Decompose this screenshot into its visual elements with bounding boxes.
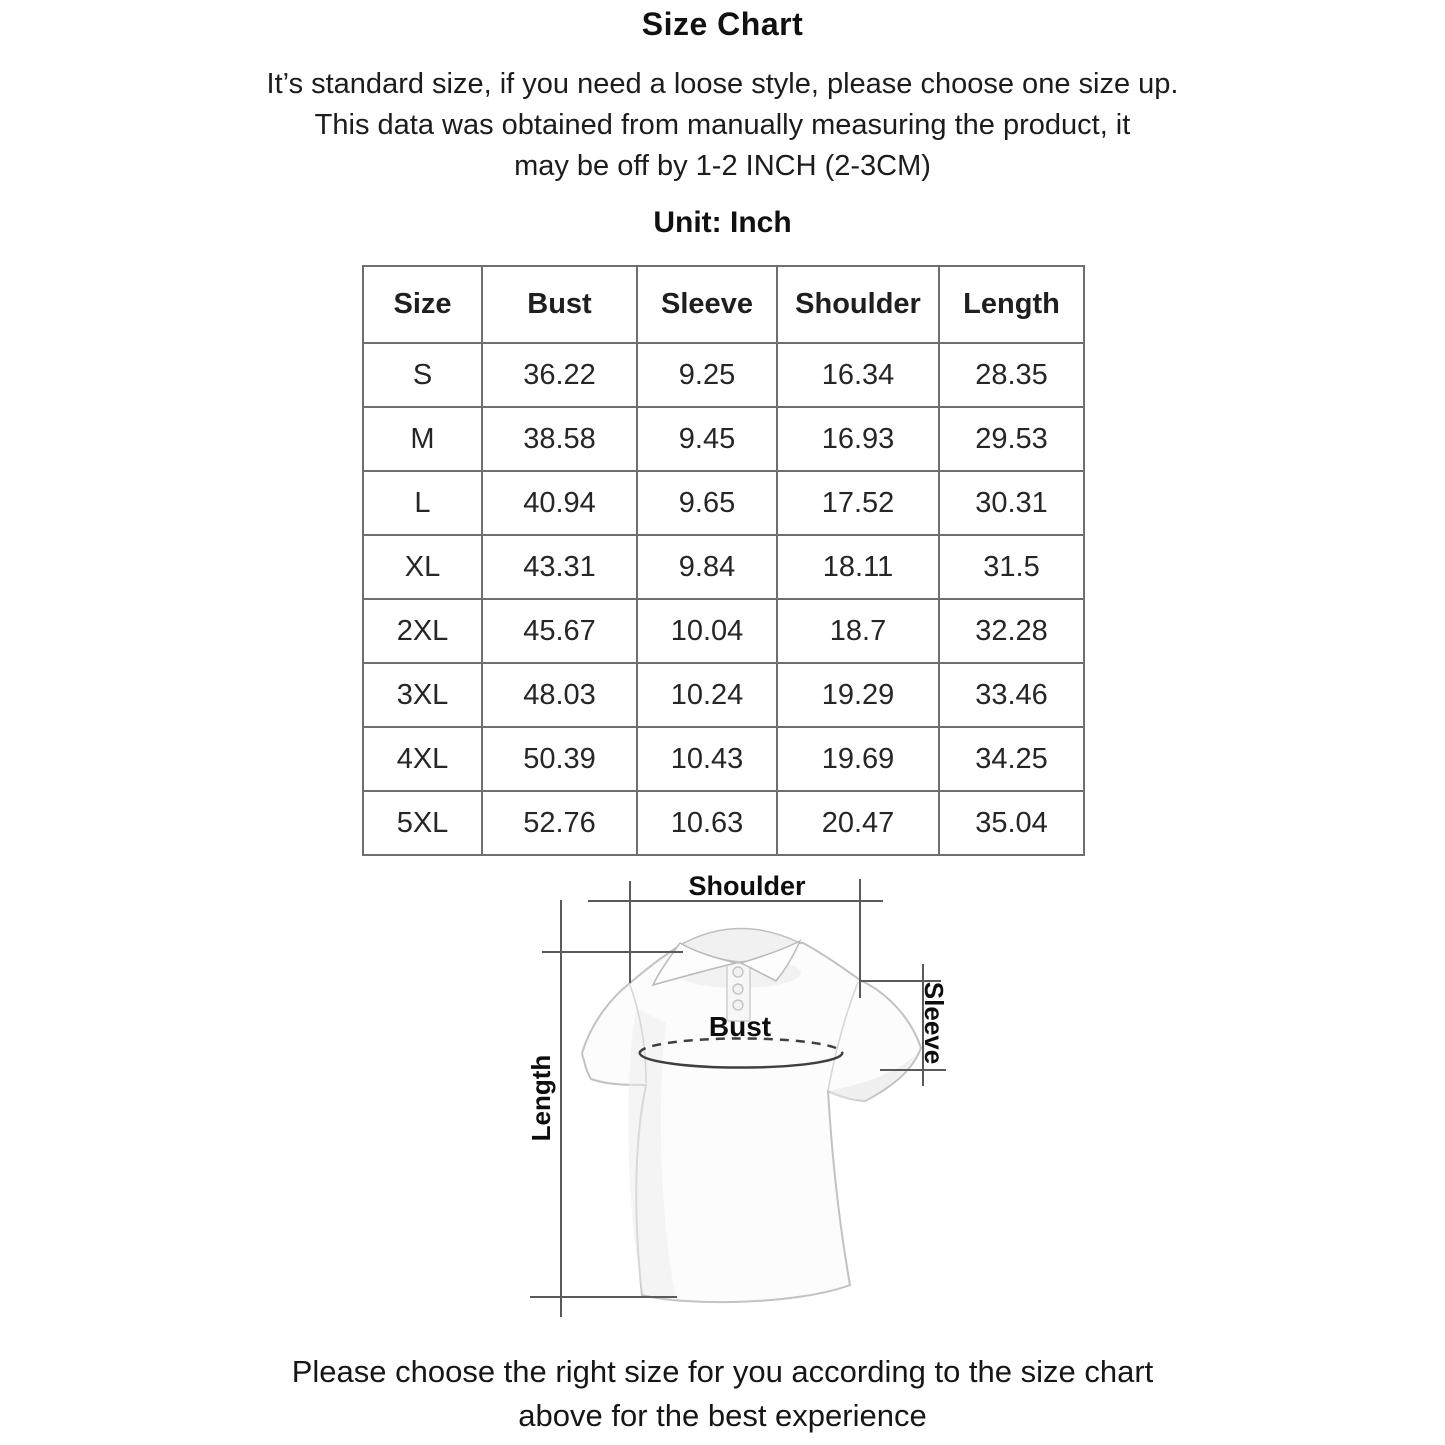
shoulder-label: Shoulder xyxy=(688,871,806,901)
table-cell: 31.5 xyxy=(939,535,1084,599)
button xyxy=(733,967,743,977)
column-header: Shoulder xyxy=(777,266,939,343)
intro-text xyxy=(0,64,1445,187)
size-cell: XL xyxy=(363,535,482,599)
table-cell: 33.46 xyxy=(939,663,1084,727)
table-cell: 30.31 xyxy=(939,471,1084,535)
bust-label: Bust xyxy=(708,1011,772,1042)
length-label: Length xyxy=(526,1054,556,1142)
button xyxy=(733,984,743,994)
table-cell: 18.11 xyxy=(777,535,939,599)
table-cell: 18.7 xyxy=(777,599,939,663)
footer-line: Please choose the right size for you according to the size chart xyxy=(291,1354,1154,1389)
size-cell: M xyxy=(363,407,482,471)
column-header: Size xyxy=(363,266,482,343)
footer-line: above for the best experience xyxy=(518,1398,927,1433)
table-cell: 52.76 xyxy=(482,791,637,855)
polo-shirt-illustration xyxy=(520,873,970,1333)
table-cell: 32.28 xyxy=(939,599,1084,663)
table-cell: 9.65 xyxy=(637,471,777,535)
table-cell: 9.84 xyxy=(637,535,777,599)
table-cell: 10.24 xyxy=(637,663,777,727)
table-cell: 19.69 xyxy=(777,727,939,791)
table-row xyxy=(363,343,1084,407)
size-cell: L xyxy=(363,471,482,535)
button xyxy=(733,1000,743,1010)
size-cell: 2XL xyxy=(363,599,482,663)
table-cell: 35.04 xyxy=(939,791,1084,855)
table-row xyxy=(363,535,1084,599)
table-cell: 9.45 xyxy=(637,407,777,471)
table-row xyxy=(363,407,1084,471)
table-cell: 10.43 xyxy=(637,727,777,791)
table-row xyxy=(363,599,1084,663)
size-cell: 5XL xyxy=(363,791,482,855)
table-cell: 40.94 xyxy=(482,471,637,535)
column-header: Sleeve xyxy=(637,266,777,343)
column-header: Length xyxy=(939,266,1084,343)
table-cell: 43.31 xyxy=(482,535,637,599)
table-cell: 16.93 xyxy=(777,407,939,471)
table-row xyxy=(363,471,1084,535)
table-cell: 50.39 xyxy=(482,727,637,791)
column-header: Bust xyxy=(482,266,637,343)
table-cell: 19.29 xyxy=(777,663,939,727)
table-cell: 45.67 xyxy=(482,599,637,663)
table-cell: 34.25 xyxy=(939,727,1084,791)
size-table xyxy=(362,265,1085,856)
table-cell: 29.53 xyxy=(939,407,1084,471)
intro-line: may be off by 1-2 INCH (2-3CM) xyxy=(514,150,931,182)
table-cell: 38.58 xyxy=(482,407,637,471)
size-cell: 4XL xyxy=(363,727,482,791)
shirt-measurement-diagram xyxy=(520,873,970,1333)
table-cell: 10.63 xyxy=(637,791,777,855)
size-cell: S xyxy=(363,343,482,407)
table-row xyxy=(363,663,1084,727)
size-cell: 3XL xyxy=(363,663,482,727)
footer-note xyxy=(0,1350,1445,1438)
table-row xyxy=(363,791,1084,855)
page-title: Size Chart xyxy=(641,6,804,42)
intro-line: This data was obtained from manually measuring the product, it xyxy=(314,109,1131,141)
table-header-row xyxy=(363,266,1084,343)
table-cell: 28.35 xyxy=(939,343,1084,407)
table-cell: 48.03 xyxy=(482,663,637,727)
table-cell: 36.22 xyxy=(482,343,637,407)
table-cell: 16.34 xyxy=(777,343,939,407)
unit-label: Unit: Inch xyxy=(653,206,792,239)
table-row xyxy=(363,727,1084,791)
table-cell: 17.52 xyxy=(777,471,939,535)
table-cell: 10.04 xyxy=(637,599,777,663)
table-cell: 9.25 xyxy=(637,343,777,407)
intro-line: It’s standard size, if you need a loose style, please choose one size up. xyxy=(266,68,1179,100)
table-cell: 20.47 xyxy=(777,791,939,855)
sleeve-label: Sleeve xyxy=(919,981,949,1065)
